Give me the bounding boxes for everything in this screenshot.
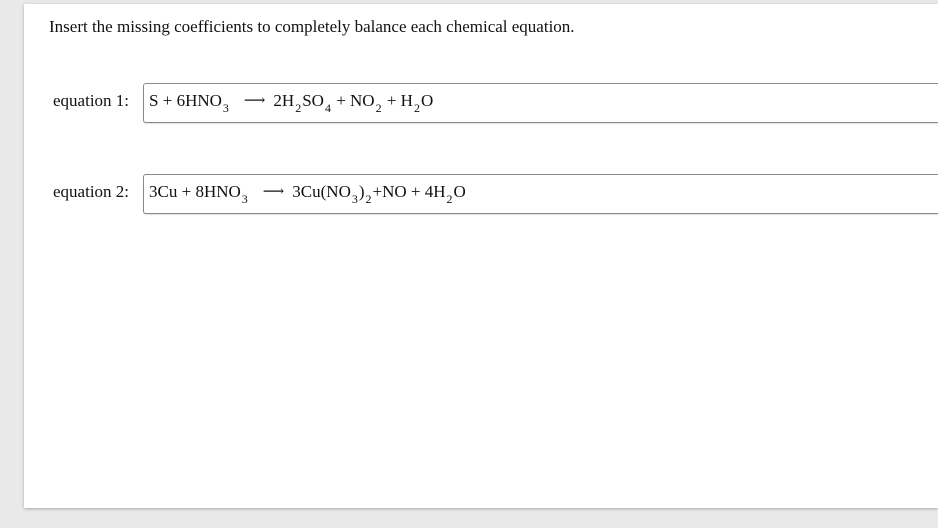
formula-text: 3Cu(NO [292,182,351,201]
formula-text: SO [302,91,324,110]
subscript: 2 [365,192,372,206]
formula-text: + [158,91,177,110]
formula-text: + H [382,91,413,110]
formula-text: 6HNO [176,91,222,110]
formula-text: 2H [273,91,295,110]
equation-2-label: equation 2: [53,182,130,201]
instructions-text: Insert the missing coefficients to completely balance each chemical equation. [49,17,575,36]
formula-text: S [149,91,159,110]
reaction-arrow: ⟶ [262,184,285,200]
formula-text: O [420,91,434,110]
subscript: 3 [351,192,358,206]
equation-1-content [149,91,434,115]
equation-2-content [149,182,466,206]
subscript: 2 [375,101,382,115]
equation-1-label: equation 1: [53,91,130,110]
formula-text: + [177,182,196,201]
subscript: 3 [222,101,229,115]
subscript: 3 [241,192,248,206]
equation-1-input[interactable] [143,83,938,123]
formula-text: + NO [331,91,375,110]
formula-text: 3Cu [149,182,178,201]
equation-2-input[interactable] [143,174,938,214]
subscript: 2 [295,101,302,115]
subscript: 2 [413,101,420,115]
formula-text: ) [358,182,365,201]
formula-text: 8HNO [195,182,241,201]
question-card [24,4,938,508]
subscript: 4 [324,101,331,115]
subscript: 2 [446,192,453,206]
formula-text: +NO + 4H [372,182,446,201]
formula-text: O [453,182,466,201]
reaction-arrow: ⟶ [243,93,266,109]
